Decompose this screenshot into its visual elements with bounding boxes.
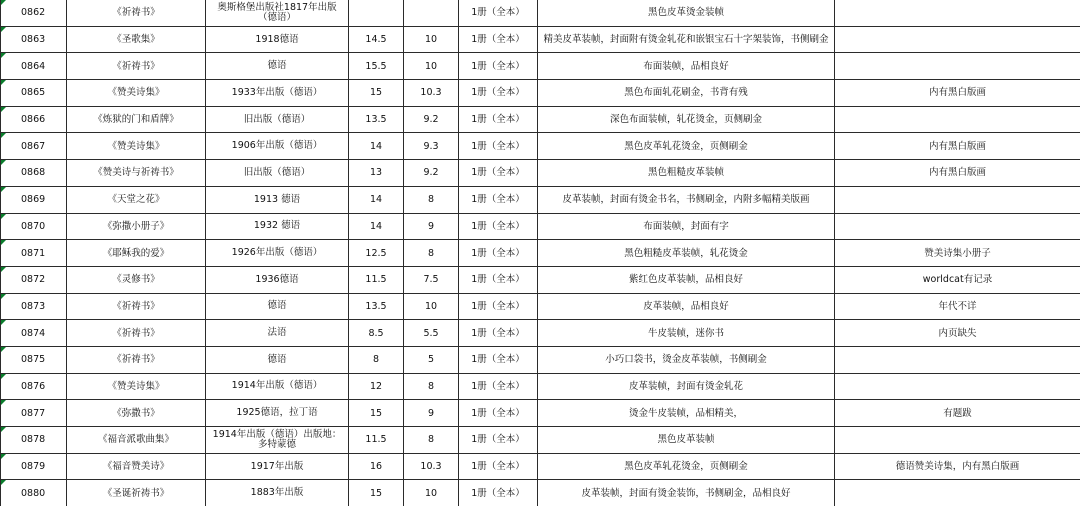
cell-volumes[interactable]: 1册（全本） [459,427,538,454]
cell-title[interactable]: 《福音赞美诗》 [67,453,206,480]
table-row [1,160,1080,187]
table-row [1,26,1080,53]
table-row [1,213,1080,240]
cell-edition[interactable]: 1936德语 [206,266,349,293]
cell-width[interactable]: 5 [404,346,459,373]
cell-binding[interactable]: 皮革装帧，封面有烫金轧花 [538,373,835,400]
cell-note[interactable] [835,373,1080,400]
cell-id[interactable]: 0865 [1,80,67,107]
cell-width[interactable]: 5.5 [404,320,459,347]
cell-edition[interactable]: 1932 德语 [206,213,349,240]
cell-edition[interactable]: 1913 德语 [206,186,349,213]
cell-id[interactable]: 0862 [1,0,67,26]
cell-width[interactable]: 7.5 [404,266,459,293]
cell-title[interactable]: 《祈祷书》 [67,346,206,373]
cell-edition[interactable]: 1917年出版 [206,453,349,480]
cell-id[interactable]: 0877 [1,400,67,427]
cell-width[interactable]: 8 [404,186,459,213]
cell-height[interactable]: 8.5 [349,320,404,347]
table-row [1,186,1080,213]
table-row [1,240,1080,267]
cell-volumes[interactable]: 1册（全本） [459,266,538,293]
cell-id[interactable]: 0866 [1,106,67,133]
cell-title[interactable]: 《祈祷书》 [67,0,206,26]
cell-title[interactable]: 《天堂之花》 [67,186,206,213]
cell-note[interactable] [835,26,1080,53]
cell-edition[interactable]: 德语 [206,53,349,80]
cell-binding[interactable]: 黑色布面轧花刷金，书背有残 [538,80,835,107]
table-row [1,346,1080,373]
cell-volumes[interactable]: 1册（全本） [459,320,538,347]
cell-volumes[interactable]: 1册（全本） [459,160,538,187]
cell-title[interactable]: 《赞美诗集》 [67,133,206,160]
cell-volumes[interactable]: 1册（全本） [459,0,538,26]
cell-note[interactable] [835,480,1080,506]
cell-note[interactable] [835,213,1080,240]
table-row [1,320,1080,347]
cell-title[interactable]: 《赞美诗与祈祷书》 [67,160,206,187]
cell-height[interactable]: 14 [349,213,404,240]
cell-height[interactable]: 14 [349,133,404,160]
cell-note[interactable]: 内页缺失 [835,320,1080,347]
cell-title[interactable]: 《祈祷书》 [67,320,206,347]
cell-volumes[interactable]: 1册（全本） [459,186,538,213]
cell-binding[interactable]: 黑色皮革轧花烫金，页侧刷金 [538,453,835,480]
cell-binding[interactable]: 黑色粗糙皮革装帧 [538,160,835,187]
cell-width[interactable]: 10 [404,480,459,506]
cell-id[interactable]: 0874 [1,320,67,347]
cell-height[interactable]: 15.5 [349,53,404,80]
cell-volumes[interactable]: 1册（全本） [459,293,538,320]
cell-title[interactable]: 《圣歌集》 [67,26,206,53]
cell-note[interactable]: 赞美诗集小册子 [835,240,1080,267]
cell-id[interactable]: 0878 [1,427,67,454]
cell-id[interactable]: 0873 [1,293,67,320]
cell-binding[interactable]: 紫红色皮革装帧，品相良好 [538,266,835,293]
cell-id[interactable]: 0864 [1,53,67,80]
cell-id[interactable]: 0880 [1,480,67,506]
cell-volumes[interactable]: 1册（全本） [459,53,538,80]
table-row [1,80,1080,107]
cell-edition[interactable]: 1933年出版（德语） [206,80,349,107]
cell-binding[interactable]: 牛皮装帧，迷你书 [538,320,835,347]
cell-binding[interactable]: 黑色粗糙皮革装帧，轧花烫金 [538,240,835,267]
cell-height[interactable]: 13 [349,160,404,187]
cell-height[interactable]: 15 [349,480,404,506]
cell-title[interactable]: 《弥撒小册子》 [67,213,206,240]
cell-height[interactable]: 12 [349,373,404,400]
cell-width[interactable]: 8 [404,427,459,454]
cell-note[interactable]: 内有黑白版画 [835,80,1080,107]
cell-height[interactable]: 11.5 [349,266,404,293]
cell-edition[interactable]: 1906年出版（德语） [206,133,349,160]
cell-id[interactable]: 0863 [1,26,67,53]
cell-edition[interactable]: 德语 [206,293,349,320]
cell-volumes[interactable]: 1册（全本） [459,400,538,427]
cell-note[interactable]: 内有黑白版画 [835,133,1080,160]
cell-height[interactable]: 14 [349,186,404,213]
cell-height[interactable]: 11.5 [349,427,404,454]
table-row [1,0,1080,26]
cell-height[interactable]: 15 [349,400,404,427]
cell-title[interactable]: 《灵修书》 [67,266,206,293]
cell-edition[interactable]: 1918德语 [206,26,349,53]
cell-edition[interactable]: 1925德语，拉丁语 [206,400,349,427]
cell-id[interactable]: 0869 [1,186,67,213]
table-row [1,373,1080,400]
table-row [1,106,1080,133]
cell-edition[interactable]: 法语 [206,320,349,347]
cell-title[interactable]: 《耶稣我的爱》 [67,240,206,267]
cell-width[interactable]: 10 [404,293,459,320]
cell-note[interactable]: 年代不详 [835,293,1080,320]
cell-volumes[interactable]: 1册（全本） [459,240,538,267]
cell-width[interactable]: 8 [404,373,459,400]
table-row [1,480,1080,506]
cell-edition[interactable]: 旧出版（德语） [206,160,349,187]
cell-height[interactable]: 15 [349,80,404,107]
cell-title[interactable]: 《弥撒书》 [67,400,206,427]
cell-height[interactable] [349,0,404,26]
cell-title[interactable]: 《赞美诗集》 [67,373,206,400]
cell-binding[interactable]: 黑色皮革轧花烫金，页侧刷金 [538,133,835,160]
cell-volumes[interactable]: 1册（全本） [459,213,538,240]
cell-width[interactable] [404,0,459,26]
cell-title[interactable]: 《福音派歌曲集》 [67,427,206,454]
cell-id[interactable]: 0870 [1,213,67,240]
cell-binding[interactable]: 皮革装帧，封面有烫金书名，书侧刷金，内附多幅精美版画 [538,186,835,213]
table-row [1,427,1080,454]
table-row [1,293,1080,320]
table-body [1,0,1080,506]
cell-note[interactable] [835,346,1080,373]
cell-width[interactable]: 9 [404,213,459,240]
cell-edition[interactable]: 旧出版（德语） [206,106,349,133]
cell-volumes[interactable]: 1册（全本） [459,346,538,373]
cell-volumes[interactable]: 1册（全本） [459,133,538,160]
cell-id[interactable]: 0879 [1,453,67,480]
cell-binding[interactable]: 小巧口袋书，烫金皮革装帧，书侧刷金 [538,346,835,373]
cell-note[interactable]: worldcat有记录 [835,266,1080,293]
cell-edition[interactable]: 德语 [206,346,349,373]
cell-id[interactable]: 0868 [1,160,67,187]
cell-title[interactable]: 《赞美诗集》 [67,80,206,107]
cell-binding[interactable]: 烫金牛皮装帧，品相精美， [538,400,835,427]
cell-note[interactable]: 有题跋 [835,400,1080,427]
cell-title[interactable]: 《祈祷书》 [67,53,206,80]
cell-edition[interactable]: 1914年出版（德语）出版地：多特蒙德 [206,427,349,454]
cell-note[interactable] [835,0,1080,26]
table-row [1,400,1080,427]
cell-title[interactable]: 《炼狱的门和盾牌》 [67,106,206,133]
cell-volumes[interactable]: 1册（全本） [459,373,538,400]
cell-edition[interactable]: 奥斯格堡出版社1817年出版（德语） [206,0,349,26]
cell-height[interactable]: 13.5 [349,293,404,320]
table-row [1,133,1080,160]
cell-id[interactable]: 0876 [1,373,67,400]
cell-volumes[interactable]: 1册（全本） [459,453,538,480]
cell-edition[interactable]: 1914年出版（德语） [206,373,349,400]
cell-binding[interactable]: 精美皮革装帧，封面附有烫金轧花和嵌银宝石十字架装饰，书侧刷金 [538,26,835,53]
table-row [1,453,1080,480]
cell-binding[interactable]: 布面装帧，品相良好 [538,53,835,80]
cell-height[interactable]: 8 [349,346,404,373]
cell-height[interactable]: 14.5 [349,26,404,53]
cell-binding[interactable]: 皮革装帧，封面有烫金装饰，书侧刷金，品相良好 [538,480,835,506]
cell-height[interactable]: 16 [349,453,404,480]
cell-binding[interactable]: 深色布面装帧，轧花烫金，页侧刷金 [538,106,835,133]
cell-title[interactable]: 《圣诞祈祷书》 [67,480,206,506]
cell-volumes[interactable]: 1册（全本） [459,480,538,506]
cell-title[interactable]: 《祈祷书》 [67,293,206,320]
cell-note[interactable]: 德语赞美诗集，内有黑白版画 [835,453,1080,480]
cell-width[interactable]: 10 [404,26,459,53]
cell-note[interactable] [835,106,1080,133]
cell-width[interactable]: 9.3 [404,133,459,160]
cell-volumes[interactable]: 1册（全本） [459,106,538,133]
cell-note[interactable] [835,186,1080,213]
table-row [1,53,1080,80]
cell-height[interactable]: 13.5 [349,106,404,133]
cell-edition[interactable]: 1926年出版（德语） [206,240,349,267]
cell-id[interactable]: 0875 [1,346,67,373]
cell-width[interactable]: 9.2 [404,106,459,133]
cell-width[interactable]: 9 [404,400,459,427]
cell-note[interactable]: 内有黑白版画 [835,160,1080,187]
cell-edition[interactable]: 1883年出版 [206,480,349,506]
cell-volumes[interactable]: 1册（全本） [459,26,538,53]
table-row [1,266,1080,293]
cell-width[interactable]: 10.3 [404,80,459,107]
cell-id[interactable]: 0867 [1,133,67,160]
cell-binding[interactable]: 布面装帧，封面有字 [538,213,835,240]
cell-note[interactable] [835,427,1080,454]
cell-binding[interactable]: 皮革装帧，品相良好 [538,293,835,320]
cell-note[interactable] [835,53,1080,80]
cell-width[interactable]: 8 [404,240,459,267]
cell-width[interactable]: 9.2 [404,160,459,187]
cell-id[interactable]: 0871 [1,240,67,267]
cell-volumes[interactable]: 1册（全本） [459,80,538,107]
cell-id[interactable]: 0872 [1,266,67,293]
cell-width[interactable]: 10 [404,53,459,80]
cell-binding[interactable]: 黑色皮革烫金装帧 [538,0,835,26]
cell-height[interactable]: 12.5 [349,240,404,267]
cell-width[interactable]: 10.3 [404,453,459,480]
cell-binding[interactable]: 黑色皮革装帧 [538,427,835,454]
